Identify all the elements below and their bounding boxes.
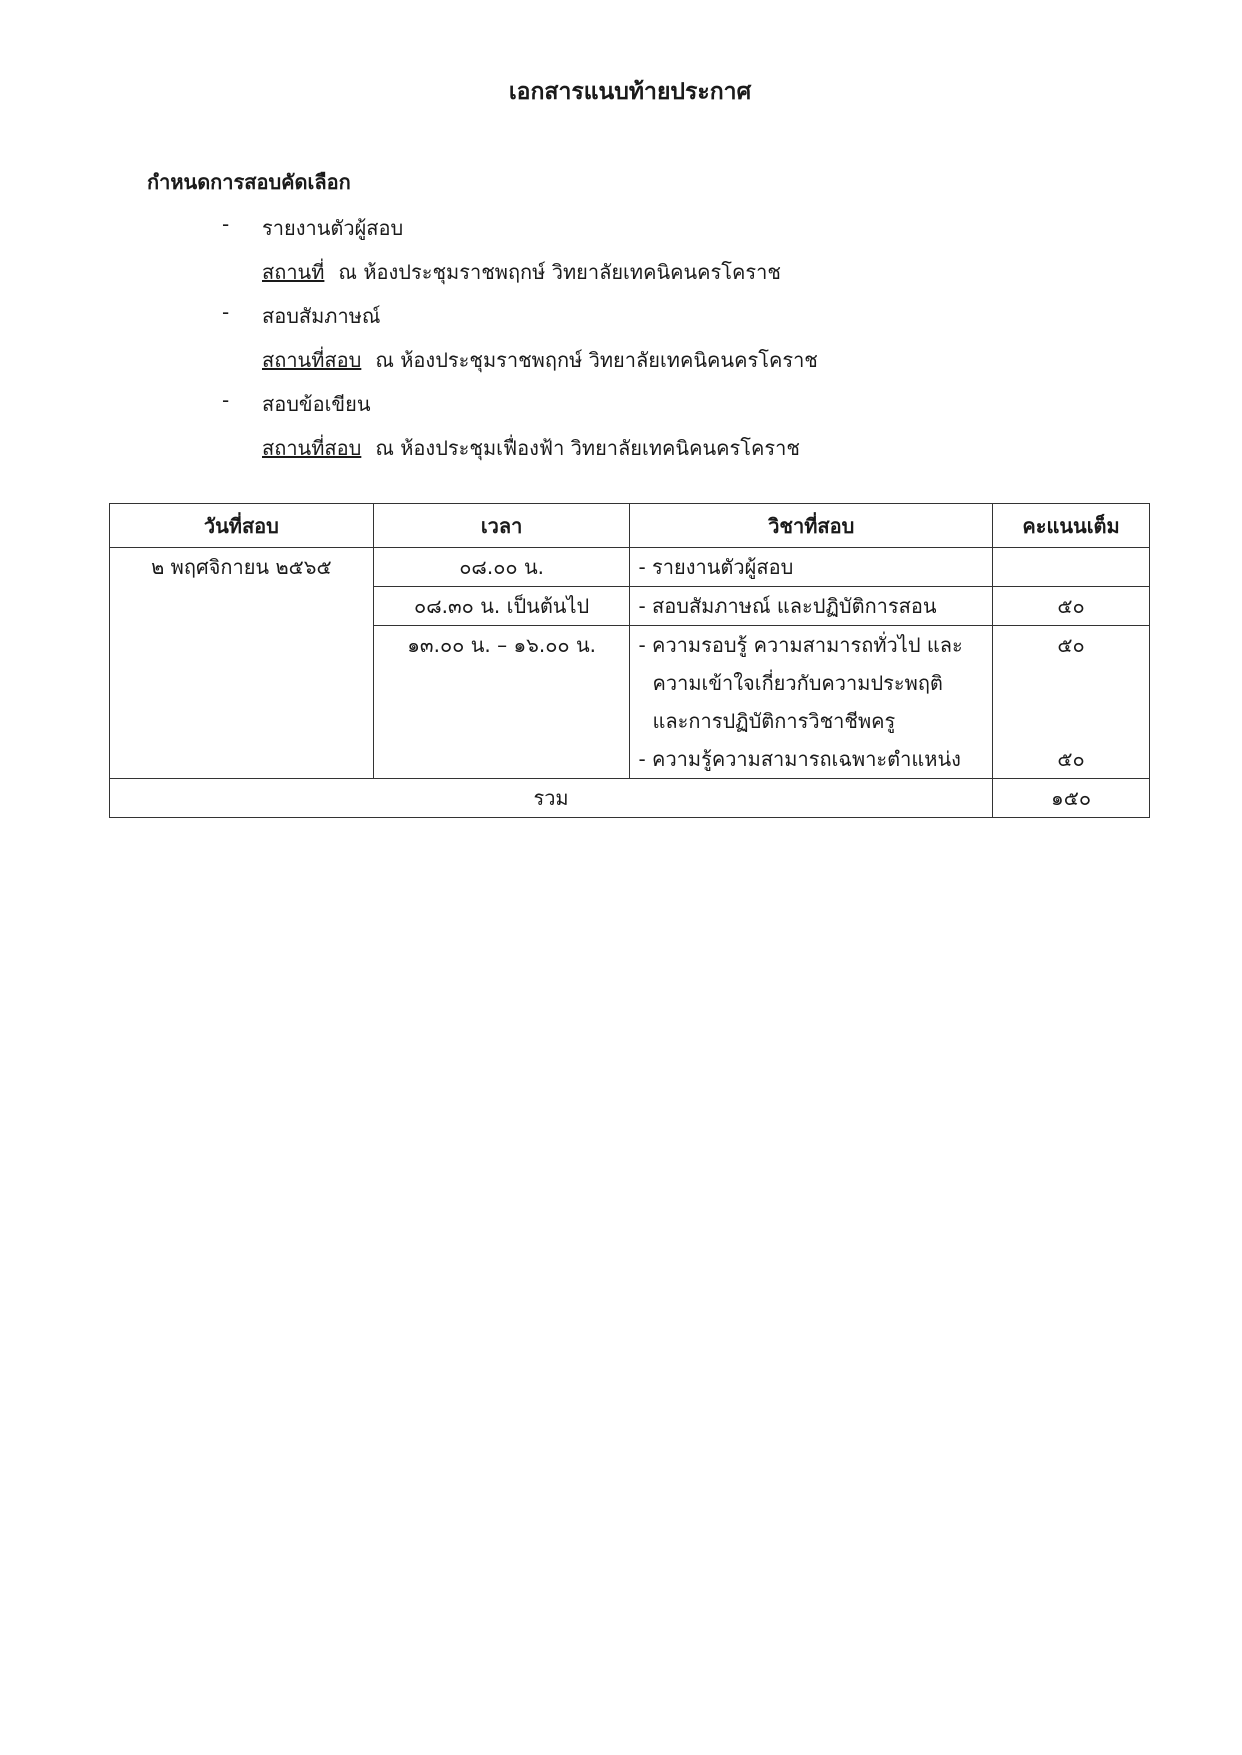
time-cell: ๑๓.๐๐ น. – ๑๖.๐๐ น. (373, 626, 630, 741)
item-label-report: รายงานตัวผู้สอบ (262, 216, 404, 240)
header-subject: วิชาที่สอบ (630, 504, 993, 548)
venue-label: สถานที่ (262, 260, 325, 284)
item-label-written: สอบข้อเขียน (262, 392, 371, 416)
venue-line-interview (262, 344, 818, 376)
bullet-dash: - (222, 300, 230, 324)
bullet-dash: - (222, 388, 230, 412)
venue-text: ณ ห้องประชุมราชพฤกษ์ วิทยาลัยเทคนิคนครโคราช (375, 348, 818, 372)
score-cell: ๕๐ (993, 587, 1150, 626)
total-label: รวม (110, 779, 993, 818)
venue-text: ณ ห้องประชุมราชพฤกษ์ วิทยาลัยเทคนิคนครโคราช (338, 260, 781, 284)
exam-schedule-table (109, 503, 1150, 818)
subject-cell (630, 626, 993, 741)
table-header-row (110, 504, 1150, 548)
venue-line-written (262, 432, 800, 464)
score-cell: ๕๐ (993, 740, 1150, 779)
bullet-dash: - (222, 212, 230, 236)
item-label-interview: สอบสัมภาษณ์ (262, 304, 381, 328)
subject-cell: - สอบสัมภาษณ์ และปฏิบัติการสอน (630, 587, 993, 626)
document-title: เอกสารแนบท้ายประกาศ (508, 79, 752, 105)
header-date: วันที่สอบ (110, 504, 374, 548)
table-row (110, 548, 1150, 587)
score-cell (993, 548, 1150, 587)
header-time: เวลา (373, 504, 630, 548)
subject-line: - ความรอบรู้ ความสามารถทั่วไป และ (638, 633, 963, 657)
venue-text: ณ ห้องประชุมเฟื่องฟ้า วิทยาลัยเทคนิคนครโคราช (375, 436, 800, 460)
section-heading: กำหนดการสอบคัดเลือก (147, 170, 351, 194)
header-score: คะแนนเต็ม (993, 504, 1150, 548)
exam-date-cell: ๒ พฤศจิกายน ๒๕๖๕ (110, 548, 374, 779)
table-total-row (110, 779, 1150, 818)
subject-cell: - รายงานตัวผู้สอบ (630, 548, 993, 587)
venue-label: สถานที่สอบ (262, 436, 362, 460)
time-cell: ๐๘.๓๐ น. เป็นต้นไป (373, 587, 630, 626)
subject-cell: - ความรู้ความสามารถเฉพาะตำแหน่ง (630, 740, 993, 779)
time-cell: ๐๘.๐๐ น. (373, 548, 630, 587)
venue-line-report (262, 256, 781, 288)
subject-line: และการปฏิบัติการวิชาชีพครู (652, 709, 896, 733)
score-cell: ๕๐ (993, 626, 1150, 741)
time-cell (373, 740, 630, 779)
venue-label: สถานที่สอบ (262, 348, 362, 372)
subject-line: ความเข้าใจเกี่ยวกับความประพฤติ (652, 671, 943, 695)
total-score: ๑๕๐ (993, 779, 1150, 818)
